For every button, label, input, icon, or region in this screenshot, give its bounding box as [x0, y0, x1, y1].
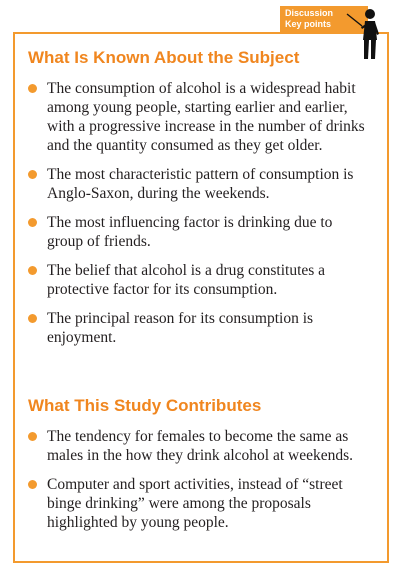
bullet-dot-icon [28, 314, 37, 323]
list-item [28, 213, 368, 251]
known-heading: What Is Known About the Subject [28, 48, 300, 67]
list-item [28, 165, 368, 203]
list-item-text: The belief that alcohol is a drug constitutes a protective factor for its consumption. [47, 262, 326, 298]
list-item-text: The consumption of alcohol is a widespread habit among young people, starting earlier and earlier, with a progressive increase in the number of drinks and the quantity consumed as they get older. [47, 80, 365, 154]
bullet-dot-icon [28, 432, 37, 441]
list-item [28, 309, 368, 347]
tab-title: Discussion [285, 8, 334, 18]
contributes-heading: What This Study Contributes [28, 396, 262, 415]
list-item [28, 79, 368, 155]
list-item [28, 261, 368, 299]
tab-subtitle: Key points [285, 19, 332, 29]
list-item-text: The tendency for females to become the same as males in the how they drink alcohol at weekends. [47, 428, 354, 464]
presenter-icon [344, 4, 388, 62]
list-item [28, 475, 368, 532]
bullet-dot-icon [28, 480, 37, 489]
bullet-dot-icon [28, 170, 37, 179]
contributes-list [28, 427, 368, 542]
list-item-text: The principal reason for its consumption is enjoyment. [47, 310, 314, 346]
bullet-dot-icon [28, 84, 37, 93]
bullet-dot-icon [28, 218, 37, 227]
list-item-text: Computer and sport activities, instead of “street binge drinking” were among the proposals highlighted by young people. [47, 476, 343, 531]
list-item [28, 427, 368, 465]
bullet-dot-icon [28, 266, 37, 275]
known-list [28, 79, 368, 357]
list-item-text: The most characteristic pattern of consumption is Anglo-Saxon, during the weekends. [47, 166, 354, 202]
list-item-text: The most influencing factor is drinking due to group of friends. [47, 214, 333, 250]
